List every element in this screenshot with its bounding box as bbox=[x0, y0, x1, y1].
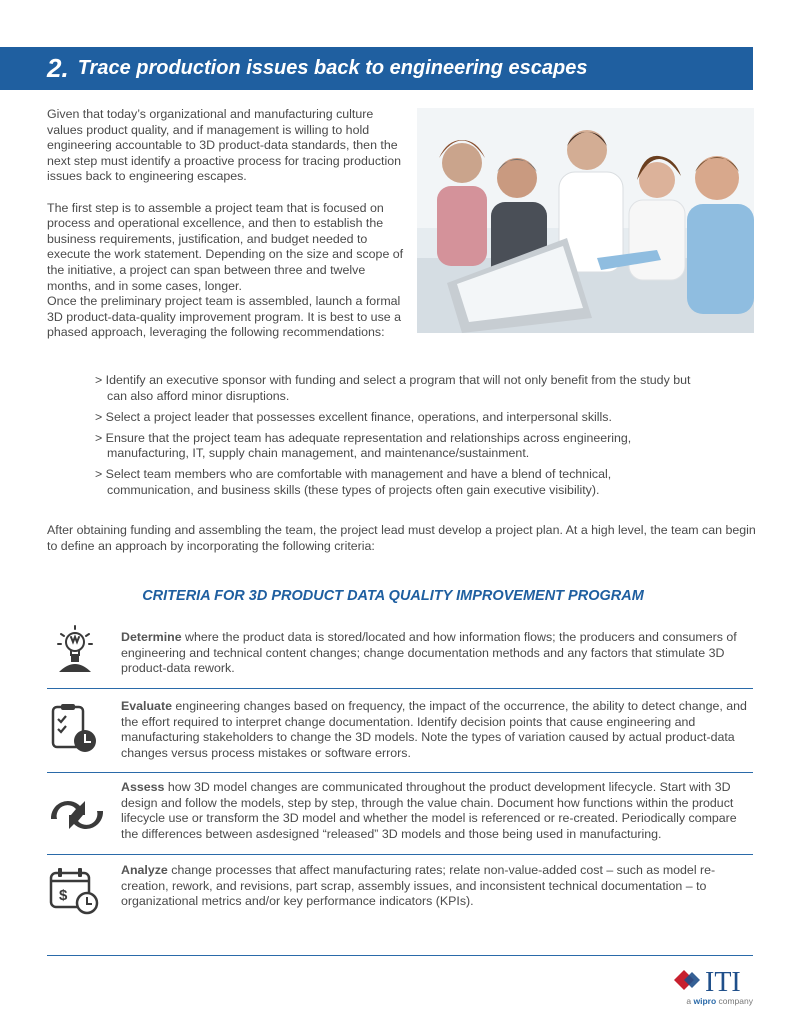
team-meeting-photo bbox=[417, 108, 754, 333]
criteria-lead: Assess bbox=[121, 780, 165, 794]
criteria-row-evaluate bbox=[47, 689, 753, 773]
iti-logo-mark bbox=[670, 965, 760, 995]
criteria-text bbox=[121, 780, 755, 842]
section-number: 2. bbox=[47, 53, 69, 83]
tagline-prefix: a bbox=[686, 996, 694, 1006]
criteria-body: how 3D model changes are communicated throughout the product development lifecycle. Start with 3D design and follow the models, step by step, through the value chain. Document how functions within the product lifecycle use or transform the 3D model and whether the model is referenced or re-created. Periodically compare the differences between asdesigned “released” 3D models and those being used in manufacturing. bbox=[121, 780, 737, 841]
criteria-body: where the product data is stored/located and how information flows; the producers and consumers of engineering and technical content changes; change documentation methods and any factors that stimulate 3D product-data rework. bbox=[121, 630, 737, 676]
criteria-body: change processes that affect manufacturing rates; relate non-value-added cost – such as model re-creation, rework, and revisions, part scrap, assembly issues, and inconsistent technical documentation – to organizational metrics and/or key performance indicators (KPIs). bbox=[121, 863, 716, 909]
criteria-lead: Determine bbox=[121, 630, 182, 644]
cycle-arrows-icon bbox=[47, 785, 107, 845]
list-item: > Select a project leader that possesses excellent finance, operations, and interpersonal skills. bbox=[95, 409, 612, 424]
calendar-dollar-clock-icon bbox=[47, 863, 107, 923]
svg-text:$: $ bbox=[59, 887, 68, 904]
section-title: Trace production issues back to engineering escapes bbox=[77, 57, 588, 79]
iti-logo bbox=[670, 965, 760, 1010]
criteria-heading: CRITERIA FOR 3D PRODUCT DATA QUALITY IMPROVEMENT PROGRAM bbox=[142, 588, 644, 604]
intro-paragraph-3: Once the preliminary project team is assembled, launch a formal 3D product-data-quality improvement program. It is best to use a phased approach, leveraging the following recommendations: bbox=[47, 294, 401, 340]
approach-paragraph: After obtaining funding and assembling the team, the project lead must develop a project plan. At a high level, the team can begin to define an approach by incorporating the following criteria: bbox=[47, 523, 756, 553]
criteria-text bbox=[121, 699, 755, 761]
criteria-row-analyze bbox=[47, 855, 753, 956]
tagline-suffix: company bbox=[716, 996, 753, 1006]
team-photo-illustration bbox=[417, 108, 754, 333]
criteria-text bbox=[121, 630, 755, 677]
criteria-text bbox=[121, 863, 755, 910]
intro-paragraph-1: Given that today’s organizational and manufacturing culture values product quality, and if management is willing to hold engineering accountable to 3D product-data standards, then the next step must identify a proactive process for tracing production issues back to engineering escapes. bbox=[47, 107, 401, 184]
list-item: > Identify an executive sponsor with funding and select a program that will not only benefit from the study but can also afford minor disruptions. bbox=[95, 373, 691, 403]
tagline-brand: wipro bbox=[693, 996, 717, 1006]
logo-wordmark: ITI bbox=[705, 967, 741, 995]
clipboard-clock-icon bbox=[47, 701, 107, 761]
recommendation-list bbox=[95, 373, 695, 504]
list-item: > Ensure that the project team has adequate representation and relationships across engineering, manufacturing, IT, supply chain management, and maintenance/sustainment. bbox=[95, 430, 632, 461]
section-banner bbox=[0, 47, 753, 90]
logo-tagline bbox=[686, 996, 753, 1006]
criteria-row-determine bbox=[47, 620, 753, 689]
criteria-lead: Analyze bbox=[121, 863, 168, 877]
intro-paragraph-2: The first step is to assemble a project team that is focused on process and operational excellence, and then to establish the business requirements, justification, and budget needed to execute the work statement. Depending on the size and scope of the initiative, a project can span between three and twelve months, and in some cases, longer. bbox=[47, 200, 404, 293]
criteria-body: engineering changes based on frequency, the impact of the occurrence, the ability to detect change, and the effort required to interpret change documentation. Identify decision points that cause engineering and manufacturing stakeholders to change the 3D models. Note the types of variation caused by actual product-data changes versus process mistakes or software errors. bbox=[121, 699, 747, 760]
criteria-row-assess bbox=[47, 773, 753, 855]
intro-text bbox=[47, 107, 405, 357]
list-item: > Select team members who are comfortable with management and have a blend of technical, communication, and business skills (these types of projects often gain executive visibility). bbox=[95, 467, 612, 498]
criteria-lead: Evaluate bbox=[121, 699, 172, 713]
lightbulb-head-icon bbox=[47, 620, 107, 680]
